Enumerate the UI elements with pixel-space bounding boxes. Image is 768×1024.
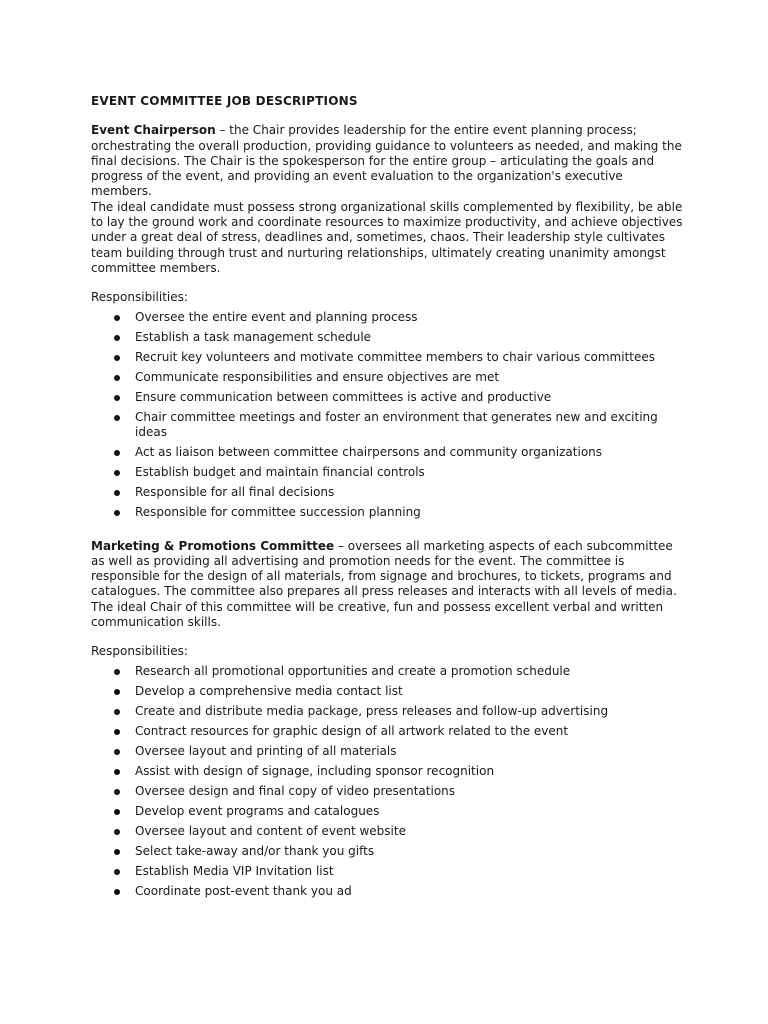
list-item <box>91 764 683 779</box>
list-item-text: Establish Media VIP Invitation list <box>135 863 334 878</box>
bullet-icon <box>114 415 120 421</box>
list-item-text: Recruit key volunteers and motivate committee members to chair various committees <box>135 349 655 364</box>
bullet-icon <box>114 889 120 895</box>
list-item <box>91 884 683 899</box>
list-item <box>91 410 683 440</box>
list-item <box>91 784 683 799</box>
list-item-text: Assist with design of signage, including sponsor recognition <box>135 763 495 778</box>
bullet-icon <box>114 809 120 815</box>
document-title: EVENT COMMITTEE JOB DESCRIPTIONS <box>91 94 358 108</box>
list-item <box>91 844 683 859</box>
list-item <box>91 390 683 405</box>
chair-intro-paragraph <box>91 123 683 199</box>
list-item-text: Act as liaison between committee chairpersons and community organizations <box>135 444 603 459</box>
bullet-icon <box>114 669 120 675</box>
bullet-icon <box>114 375 120 381</box>
bullet-icon <box>114 849 120 855</box>
marketing-heading: Marketing & Promotions Committee <box>91 538 335 553</box>
list-item-text: Responsible for all final decisions <box>135 484 335 499</box>
list-item-text: Select take-away and/or thank you gifts <box>135 843 375 858</box>
chair-responsibilities-label: Responsibilities: <box>91 290 188 305</box>
list-item <box>91 724 683 739</box>
marketing-responsibilities-label: Responsibilities: <box>91 644 188 659</box>
list-item <box>91 505 683 520</box>
list-item-text: Develop a comprehensive media contact list <box>135 683 403 698</box>
marketing-section <box>91 539 683 899</box>
marketing-intro-text: – oversees all marketing aspects of each subcommittee as well as providing all advertising and promotion needs for the event. The committee is responsible for the design of all materials, from signage and brochures, to tickets, programs and catalogues. The committee also prepares all press releases and interacts with all levels of media. The ideal Chair of this committee will be creative, fun and possess excellent verbal and written communication skills. <box>91 538 677 630</box>
list-item-text: Responsible for committee succession planning <box>135 504 421 519</box>
list-item-text: Oversee layout and content of event website <box>135 823 406 838</box>
bullet-icon <box>114 749 120 755</box>
bullet-icon <box>114 729 120 735</box>
list-item <box>91 445 683 460</box>
list-item-text: Establish a task management schedule <box>135 329 372 344</box>
list-item <box>91 370 683 385</box>
list-item-text: Research all promotional opportunities and create a promotion schedule <box>135 663 571 678</box>
chair-intro-text: – the Chair provides leadership for the entire event planning process; orchestrating the overall production, providing guidance to volunteers as needed, and making the final decisions. The Chair is the spokesperson for the entire group – articulating the goals and progress of the event, and providing an event evaluation to the organization's executive members. <box>91 123 682 199</box>
chair-responsibilities-list <box>91 310 683 520</box>
bullet-icon <box>114 869 120 875</box>
list-item-text: Chair committee meetings and foster an environment that generates new and exciting ideas <box>135 409 658 439</box>
bullet-icon <box>114 709 120 715</box>
list-item <box>91 330 683 345</box>
bullet-icon <box>114 315 120 321</box>
list-item <box>91 485 683 500</box>
list-item <box>91 684 683 699</box>
list-item-text: Oversee the entire event and planning process <box>135 309 418 324</box>
bullet-icon <box>114 689 120 695</box>
marketing-intro-paragraph <box>91 539 683 631</box>
bullet-icon <box>114 470 120 476</box>
bullet-icon <box>114 510 120 516</box>
list-item <box>91 704 683 719</box>
list-item <box>91 804 683 819</box>
list-item <box>91 864 683 879</box>
list-item-text: Coordinate post-event thank you ad <box>135 883 352 898</box>
list-item-text: Communicate responsibilities and ensure objectives are met <box>135 369 500 384</box>
bullet-icon <box>114 769 120 775</box>
list-item <box>91 310 683 325</box>
bullet-icon <box>114 355 120 361</box>
list-item-text: Ensure communication between committees is active and productive <box>135 389 552 404</box>
list-item <box>91 465 683 480</box>
bullet-icon <box>114 395 120 401</box>
list-item-text: Create and distribute media package, press releases and follow-up advertising <box>135 703 609 718</box>
bullet-icon <box>114 789 120 795</box>
marketing-responsibilities-list <box>91 664 683 899</box>
list-item <box>91 664 683 679</box>
list-item <box>91 350 683 365</box>
bullet-icon <box>114 829 120 835</box>
document-body <box>91 94 683 909</box>
list-item-text: Develop event programs and catalogues <box>135 803 380 818</box>
list-item-text: Oversee design and final copy of video presentations <box>135 783 456 798</box>
chair-section <box>91 123 683 519</box>
list-item-text: Establish budget and maintain financial controls <box>135 464 425 479</box>
list-item <box>91 824 683 839</box>
list-item-text: Oversee layout and printing of all materials <box>135 743 397 758</box>
chair-ideal-paragraph: The ideal candidate must possess strong organizational skills complemented by flexibility, be able to lay the ground work and coordinate resources to maximize productivity, and achieve objectives under a great deal of stress, deadlines and, sometimes, chaos. Their leadership style cultivates team building through trust and nurturing relationships, ultimately creating unanimity amongst committee members. <box>91 199 683 275</box>
list-item <box>91 744 683 759</box>
list-item-text: Contract resources for graphic design of all artwork related to the event <box>135 723 569 738</box>
bullet-icon <box>114 490 120 496</box>
bullet-icon <box>114 450 120 456</box>
bullet-icon <box>114 335 120 341</box>
chair-heading: Event Chairperson <box>91 123 216 138</box>
